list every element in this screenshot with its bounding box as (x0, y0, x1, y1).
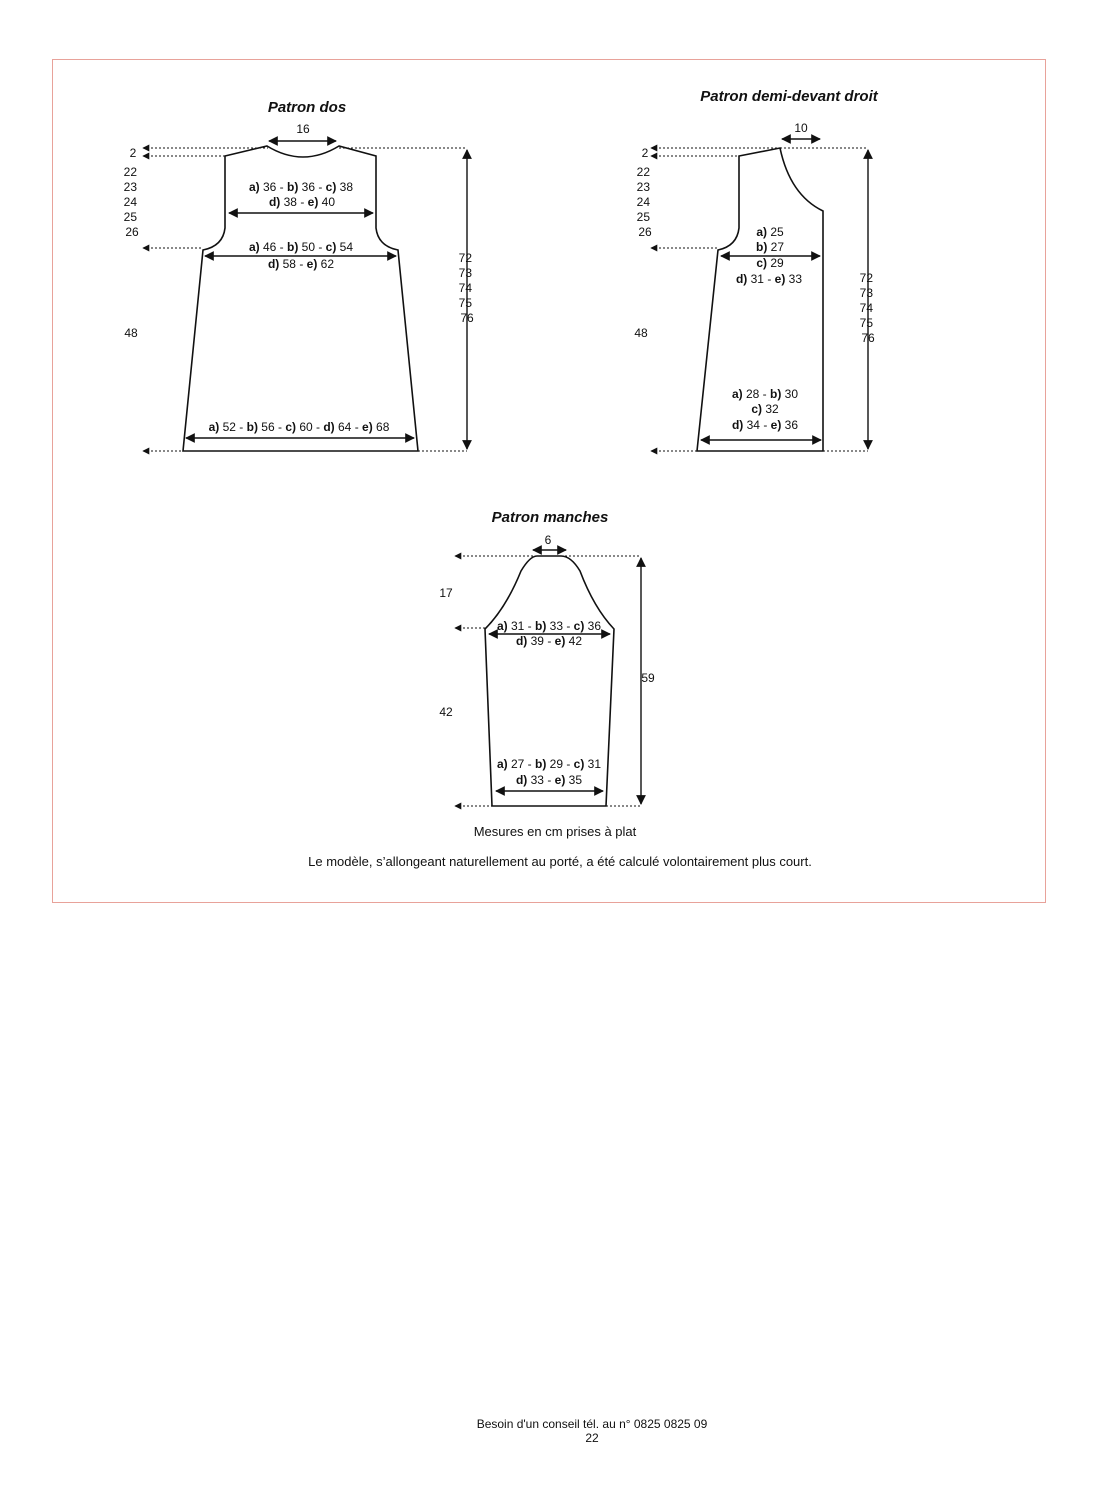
front-chest-width-1: a) 25 (756, 225, 784, 239)
sleeve-cap-height: 17 (439, 586, 453, 600)
remark-note: Le modèle, s’allongeant naturellement au porté, a été calculé volontairement plus court. (308, 854, 812, 869)
sleeve-pattern (439, 509, 655, 806)
front-pattern (634, 88, 878, 451)
front-hem-width-2: c) 32 (751, 402, 779, 416)
page-footer (0, 1417, 1100, 1445)
front-chest-width-2: b) 27 (755, 240, 785, 254)
back-neck-width: 16 (296, 122, 310, 136)
back-chest-width-1: a) 46 - b) 50 - c) 54 (248, 240, 354, 254)
back-hem-width: a) 52 - b) 56 - c) 60 - d) 64 - e) 68 (208, 420, 390, 434)
back-chest-width-2: d) 58 - e) 62 (267, 257, 335, 271)
front-title: Patron demi-devant droit (700, 88, 878, 105)
back-total-lengths: 72 73 74 75 76 (458, 251, 474, 325)
sleeve-cuff-width-2: d) 33 - e) 35 (515, 773, 583, 787)
front-shoulder-drop: 2 (641, 146, 649, 160)
sleeve-top-width: 6 (544, 533, 552, 547)
back-pattern (124, 99, 476, 451)
front-hem-width-1: a) 28 - b) 30 (731, 387, 799, 401)
front-armhole-heights: 22 23 24 25 26 (636, 165, 652, 239)
sleeve-upper-width-1: a) 31 - b) 33 - c) 36 (496, 619, 602, 633)
front-total-lengths: 72 73 74 75 76 (859, 271, 875, 345)
front-side-length: 48 (634, 326, 648, 340)
back-upper-width-1: a) 36 - b) 36 - c) 38 (248, 180, 354, 194)
back-side-length: 48 (124, 326, 138, 340)
page-number: 22 (585, 1431, 599, 1445)
sleeve-total-length: 59 (641, 671, 655, 685)
back-shoulder-drop: 2 (129, 146, 137, 160)
sleeve-cuff-width-1: a) 27 - b) 29 - c) 31 (496, 757, 602, 771)
front-chest-width-3: c) 29 (756, 256, 784, 270)
front-chest-width-4: d) 31 - e) 33 (735, 272, 803, 286)
advice-phone: Besoin d'un conseil tél. au n° 0825 0825 09 (476, 1417, 708, 1431)
front-neck-width: 10 (794, 121, 808, 135)
back-title: Patron dos (267, 99, 347, 116)
sleeve-title: Patron manches (491, 509, 609, 526)
units-note: Mesures en cm prises à plat (473, 824, 637, 839)
back-armhole-heights: 22 23 24 25 26 (123, 165, 139, 239)
sleeve-upper-width-2: d) 39 - e) 42 (515, 634, 583, 648)
sleeve-body-length: 42 (439, 705, 453, 719)
front-hem-width-3: d) 34 - e) 36 (731, 418, 799, 432)
back-upper-width-2: d) 38 - e) 40 (268, 195, 336, 209)
